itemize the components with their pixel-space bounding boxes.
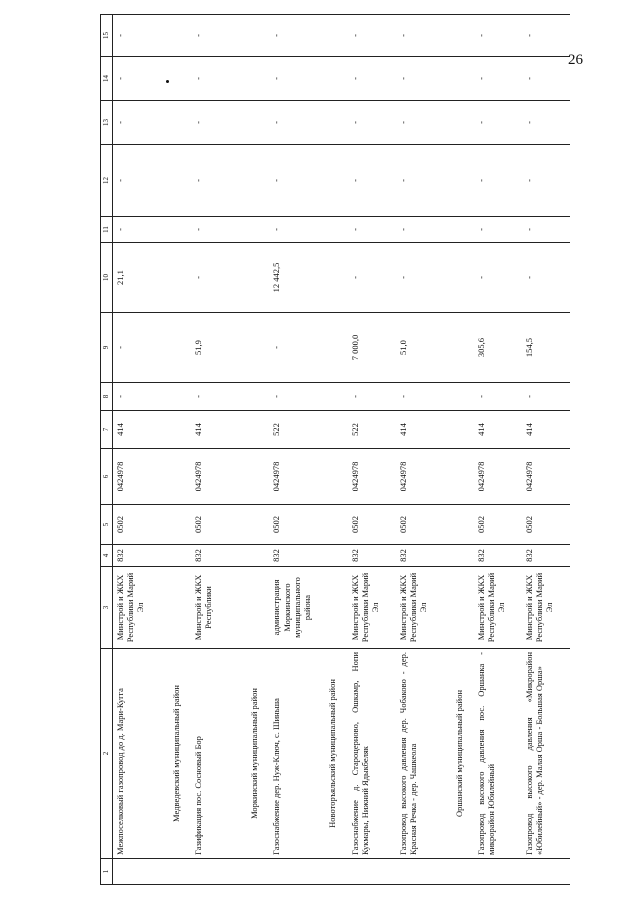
cell-index	[474, 859, 522, 885]
empty-cell	[239, 243, 269, 313]
empty-cell	[317, 567, 347, 649]
cell-c10: -	[191, 243, 239, 313]
cell-index	[239, 859, 269, 885]
column-number-13: 13	[101, 101, 113, 145]
column-number-15: 15	[101, 15, 113, 57]
cell-c6: 0424978	[348, 449, 396, 505]
cell-c12: -	[348, 145, 396, 217]
cell-c10: -	[348, 243, 396, 313]
cell-c9: 51,0	[396, 313, 444, 383]
cell-c11: -	[191, 217, 239, 243]
empty-cell	[161, 545, 191, 567]
cell-c11: -	[113, 217, 162, 243]
district-name: Медведевский муниципальный район	[161, 649, 191, 859]
empty-cell	[444, 505, 474, 545]
empty-cell	[317, 15, 347, 57]
cell-c8: -	[191, 383, 239, 411]
object-name: Газопровод высокого давления «Микрорайон «Юбилейный» - дер. Малая Орша - Большая Орша»	[522, 649, 570, 859]
cell-c7: 414	[191, 411, 239, 449]
empty-cell	[444, 383, 474, 411]
empty-cell	[444, 217, 474, 243]
empty-cell	[161, 449, 191, 505]
cell-c13: -	[191, 101, 239, 145]
cell-c4: 832	[113, 545, 162, 567]
cell-c15: -	[191, 15, 239, 57]
empty-cell	[317, 383, 347, 411]
empty-cell	[317, 101, 347, 145]
cell-c14: -	[113, 57, 162, 101]
district-heading-row	[161, 15, 191, 885]
cell-c7: 414	[396, 411, 444, 449]
column-number-12: 12	[101, 145, 113, 217]
cell-c9: -	[269, 313, 317, 383]
empty-cell	[317, 145, 347, 217]
cell-index	[161, 859, 191, 885]
empty-cell	[239, 383, 269, 411]
column-number-9: 9	[101, 313, 113, 383]
empty-cell	[161, 383, 191, 411]
cell-c6: 0424978	[269, 449, 317, 505]
cell-c13: -	[522, 101, 570, 145]
cell-c5: 0502	[113, 505, 162, 545]
empty-cell	[239, 313, 269, 383]
cell-c10: -	[522, 243, 570, 313]
cell-index	[444, 859, 474, 885]
cell-c8: -	[474, 383, 522, 411]
empty-cell	[239, 449, 269, 505]
column-number-3: 3	[101, 567, 113, 649]
empty-cell	[239, 545, 269, 567]
empty-cell	[317, 313, 347, 383]
cell-c4: 832	[396, 545, 444, 567]
district-name: Новоторъяльский муниципальный район	[317, 649, 347, 859]
object-name: Межпоселковый газопровод до д. Мари-Кугга	[113, 649, 162, 859]
page-number: 26	[568, 52, 583, 68]
cell-c14: -	[191, 57, 239, 101]
responsible-org: Минстрой и ЖКХ Республики	[191, 567, 239, 649]
cell-c10: -	[474, 243, 522, 313]
cell-c13: -	[113, 101, 162, 145]
empty-cell	[444, 313, 474, 383]
district-name: Оршанский муниципальный район	[444, 649, 474, 859]
table-row	[269, 15, 317, 885]
object-name: Газопровод высокого давления дер. Чобаково - дер. Красная Речка - дер. Чашкеола	[396, 649, 444, 859]
cell-c14: -	[474, 57, 522, 101]
empty-cell	[239, 217, 269, 243]
empty-cell	[444, 57, 474, 101]
cell-c10: 12 442,5	[269, 243, 317, 313]
column-number-7: 7	[101, 411, 113, 449]
empty-cell	[444, 545, 474, 567]
cell-c6: 0424978	[191, 449, 239, 505]
cell-c11: -	[522, 217, 570, 243]
cell-c5: 0502	[474, 505, 522, 545]
cell-c11: -	[269, 217, 317, 243]
cell-c12: -	[113, 145, 162, 217]
cell-c5: 0502	[191, 505, 239, 545]
district-heading-row	[317, 15, 347, 885]
cell-c14: -	[396, 57, 444, 101]
column-number-14: 14	[101, 57, 113, 101]
responsible-org: Минстрой и ЖКХ Республики Марий Эл	[113, 567, 162, 649]
cell-c9: 7 000,0	[348, 313, 396, 383]
table-row	[396, 15, 444, 885]
cell-c6: 0424978	[522, 449, 570, 505]
empty-cell	[161, 243, 191, 313]
empty-cell	[161, 57, 191, 101]
cell-c14: -	[522, 57, 570, 101]
empty-cell	[239, 101, 269, 145]
object-name: Газификация пос. Сосновый Бор	[191, 649, 239, 859]
empty-cell	[239, 505, 269, 545]
empty-cell	[444, 411, 474, 449]
cell-c11: -	[474, 217, 522, 243]
cell-c15: -	[348, 15, 396, 57]
cell-c8: -	[396, 383, 444, 411]
empty-cell	[161, 145, 191, 217]
empty-cell	[239, 411, 269, 449]
column-number-1: 1	[101, 859, 113, 885]
cell-c9: 154,5	[522, 313, 570, 383]
cell-index	[113, 859, 162, 885]
cell-c8: -	[522, 383, 570, 411]
cell-c15: -	[474, 15, 522, 57]
empty-cell	[444, 243, 474, 313]
rotated-table-wrapper	[100, 15, 555, 885]
cell-c4: 832	[474, 545, 522, 567]
empty-cell	[444, 449, 474, 505]
cell-c15: -	[113, 15, 162, 57]
cell-c7: 414	[522, 411, 570, 449]
cell-c13: -	[269, 101, 317, 145]
empty-cell	[317, 545, 347, 567]
column-number-2: 2	[101, 649, 113, 859]
cell-c8: -	[348, 383, 396, 411]
cell-c11: -	[396, 217, 444, 243]
cell-c10: -	[396, 243, 444, 313]
cell-c4: 832	[191, 545, 239, 567]
empty-cell	[239, 145, 269, 217]
cell-c5: 0502	[522, 505, 570, 545]
cell-c4: 832	[522, 545, 570, 567]
budget-table	[100, 14, 570, 885]
responsible-org: Минстрой и ЖКХ Республики Марий Эл	[522, 567, 570, 649]
cell-c13: -	[396, 101, 444, 145]
cell-c14: -	[348, 57, 396, 101]
column-number-4: 4	[101, 545, 113, 567]
cell-c12: -	[474, 145, 522, 217]
cell-c8: -	[113, 383, 162, 411]
cell-c6: 0424978	[474, 449, 522, 505]
column-number-5: 5	[101, 505, 113, 545]
cell-c5: 0502	[396, 505, 444, 545]
cell-index	[191, 859, 239, 885]
empty-cell	[317, 243, 347, 313]
empty-cell	[161, 313, 191, 383]
cell-index	[522, 859, 570, 885]
cell-c9: 51,9	[191, 313, 239, 383]
cell-c9: 305,6	[474, 313, 522, 383]
cell-c15: -	[522, 15, 570, 57]
empty-cell	[161, 567, 191, 649]
object-name: Газопровод высокого давления пос. Оршанка - микрорайон Юбилейный	[474, 649, 522, 859]
cell-index	[396, 859, 444, 885]
column-number-11: 11	[101, 217, 113, 243]
cell-c5: 0502	[348, 505, 396, 545]
empty-cell	[239, 57, 269, 101]
responsible-org: администрация Моркинского муниципального района	[269, 567, 317, 649]
empty-cell	[444, 101, 474, 145]
cell-c13: -	[348, 101, 396, 145]
district-name: Моркинский муниципальный район	[239, 649, 269, 859]
cell-c4: 832	[348, 545, 396, 567]
empty-cell	[317, 217, 347, 243]
cell-index	[269, 859, 317, 885]
cell-c7: 414	[113, 411, 162, 449]
cell-c12: -	[396, 145, 444, 217]
cell-c12: -	[269, 145, 317, 217]
object-name: Газоснабжение д. Староцерново, Ошкамр, Нопи Кукмары, Нижний Ядыкбеляк	[348, 649, 396, 859]
table-body	[113, 15, 570, 885]
empty-cell	[239, 567, 269, 649]
table-row	[474, 15, 522, 885]
empty-cell	[444, 145, 474, 217]
empty-cell	[317, 505, 347, 545]
cell-c12: -	[522, 145, 570, 217]
empty-cell	[444, 567, 474, 649]
table-row	[191, 15, 239, 885]
cell-index	[348, 859, 396, 885]
column-number-8: 8	[101, 383, 113, 411]
cell-c13: -	[474, 101, 522, 145]
cell-c10: 21,1	[113, 243, 162, 313]
empty-cell	[161, 15, 191, 57]
table-row	[348, 15, 396, 885]
cell-c15: -	[396, 15, 444, 57]
cell-c12: -	[191, 145, 239, 217]
cell-c7: 414	[474, 411, 522, 449]
cell-c5: 0502	[269, 505, 317, 545]
cell-c6: 0424978	[396, 449, 444, 505]
empty-cell	[317, 449, 347, 505]
empty-cell	[161, 411, 191, 449]
column-number-6: 6	[101, 449, 113, 505]
empty-cell	[317, 411, 347, 449]
responsible-org: Минстрой и ЖКХ Республики Марий Эл	[396, 567, 444, 649]
district-heading-row	[444, 15, 474, 885]
cell-c6: 0424978	[113, 449, 162, 505]
empty-cell	[161, 505, 191, 545]
object-name: Газоснабжение дер. Нуж-Ключ, с. Шиньша	[269, 649, 317, 859]
table-row	[522, 15, 570, 885]
cell-c7: 522	[348, 411, 396, 449]
empty-cell	[444, 15, 474, 57]
cell-c7: 522	[269, 411, 317, 449]
empty-cell	[317, 57, 347, 101]
cell-c8: -	[269, 383, 317, 411]
empty-cell	[161, 217, 191, 243]
cell-c14: -	[269, 57, 317, 101]
column-number-10: 10	[101, 243, 113, 313]
cell-c15: -	[269, 15, 317, 57]
cell-c9: -	[113, 313, 162, 383]
cell-c4: 832	[269, 545, 317, 567]
empty-cell	[161, 101, 191, 145]
table-row	[113, 15, 162, 885]
cell-c11: -	[348, 217, 396, 243]
district-heading-row	[239, 15, 269, 885]
responsible-org: Минстрой и ЖКХ Республики Марий Эл	[348, 567, 396, 649]
empty-cell	[239, 15, 269, 57]
column-number-row	[101, 15, 113, 885]
cell-index	[317, 859, 347, 885]
responsible-org: Минстрой и ЖКХ Республики Марий Эл	[474, 567, 522, 649]
